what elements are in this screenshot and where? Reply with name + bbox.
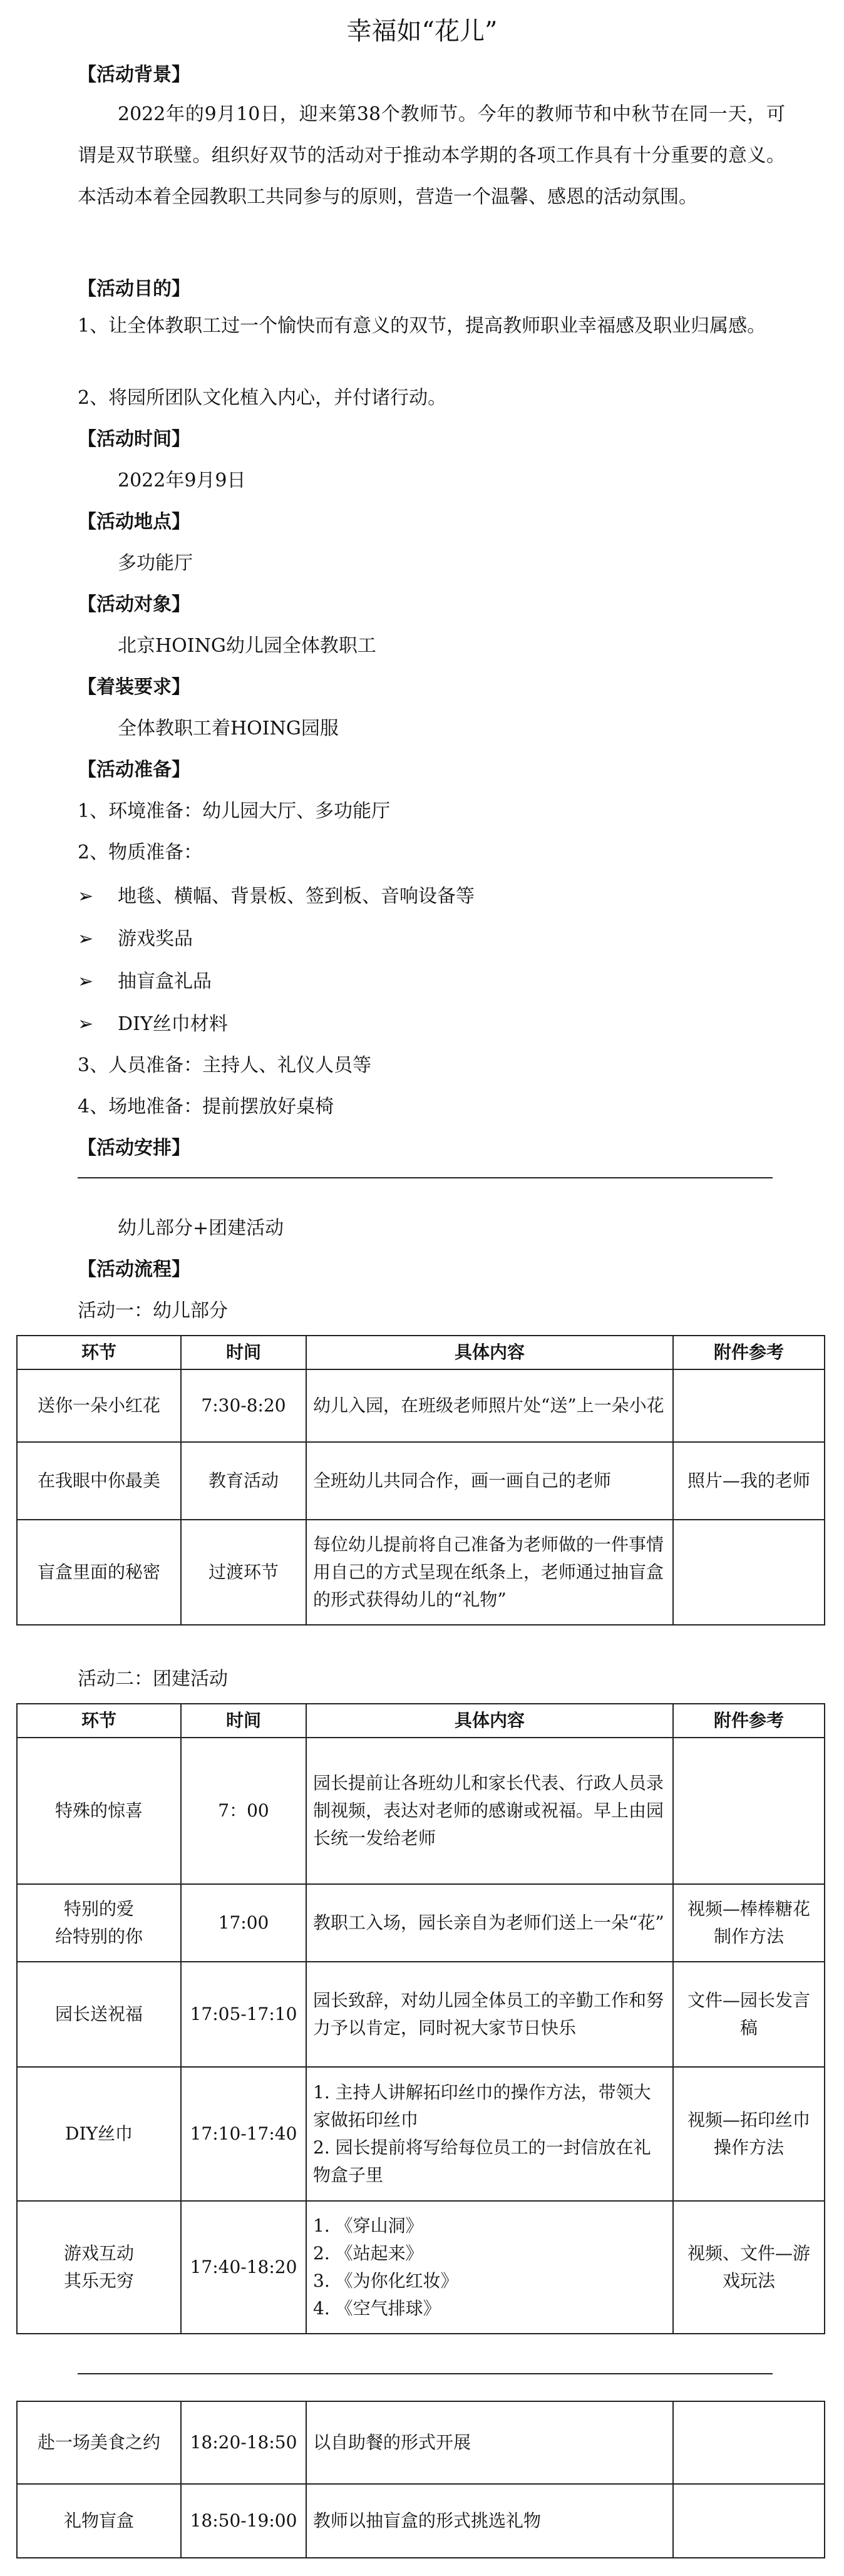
table-cell: 17:00 bbox=[181, 1884, 306, 1962]
table-row bbox=[17, 1738, 825, 1884]
header-cell: 时间 bbox=[181, 1336, 306, 1369]
table-cell: 送你一朵小红花 bbox=[17, 1369, 181, 1442]
table-cell: 照片—我的老师 bbox=[673, 1442, 825, 1520]
table-cell: 在我眼中你最美 bbox=[17, 1442, 181, 1520]
purpose-item-1: 1、让全体教职工过一个愉快而有意义的双节，提高教师职业幸福感及职业归属感。 bbox=[78, 315, 766, 337]
place-heading: 【活动地点】 bbox=[78, 511, 190, 533]
prep-bullet-item: ➢ 抽盲盒礼品 bbox=[78, 968, 212, 996]
activity2-label: 活动二：团建活动 bbox=[78, 1668, 228, 1690]
table-cell: 礼物盲盒 bbox=[17, 2484, 181, 2558]
activity1-label: 活动一：幼儿部分 bbox=[78, 1300, 228, 1322]
table-header-row bbox=[17, 1704, 825, 1738]
table-row bbox=[17, 1884, 825, 1962]
prep-people: 3、人员准备：主持人、礼仪人员等 bbox=[78, 1054, 372, 1076]
header-cell: 具体内容 bbox=[306, 1336, 673, 1369]
divider-line bbox=[78, 2373, 773, 2374]
table-cell: 7:30-8:20 bbox=[181, 1369, 306, 1442]
table-cell: 特殊的惊喜 bbox=[17, 1738, 181, 1884]
header-cell: 附件参考 bbox=[673, 1336, 825, 1369]
prep-environment: 1、环境准备：幼儿园大厅、多功能厅 bbox=[78, 800, 391, 822]
table-cell: 特别的爱 给特别的你 bbox=[17, 1884, 181, 1962]
prep-venue: 4、场地准备：提前摆放好桌椅 bbox=[78, 1096, 334, 1118]
prep-bullet-item: ➢ DIY丝巾材料 bbox=[78, 1011, 228, 1038]
dress-heading: 【着装要求】 bbox=[78, 676, 190, 698]
table-row bbox=[17, 2201, 825, 2334]
table-cell: 7：00 bbox=[181, 1738, 306, 1884]
table-cell: 园长提前让各班幼儿和家长代表、行政人员录制视频，表达对老师的感谢或祝福。早上由园长统一发给老师 bbox=[306, 1738, 673, 1884]
table-cell bbox=[673, 2484, 825, 2558]
table-cell: 17:40-18:20 bbox=[181, 2201, 306, 2334]
table-cell: DIY丝巾 bbox=[17, 2067, 181, 2201]
arrow-bullet-icon: ➢ bbox=[78, 928, 94, 950]
prep-heading: 【活动准备】 bbox=[78, 759, 190, 781]
table-cell bbox=[673, 2401, 825, 2484]
purpose-heading: 【活动目的】 bbox=[78, 278, 190, 300]
prep-bullet-item: ➢ 游戏奖品 bbox=[78, 925, 193, 953]
table-cell: 视频、文件—游戏玩法 bbox=[673, 2201, 825, 2334]
table-cell: 游戏互动 其乐无穷 bbox=[17, 2201, 181, 2334]
arrow-bullet-icon: ➢ bbox=[78, 971, 94, 992]
activity1-table bbox=[16, 1335, 825, 1625]
table-cell: 1. 《穿山洞》 2. 《站起来》 3. 《为你化红妆》 4. 《空气排球》 bbox=[306, 2201, 673, 2334]
header-cell: 环节 bbox=[17, 1704, 181, 1738]
arrow-bullet-icon: ➢ bbox=[78, 885, 94, 907]
activity3-table bbox=[16, 2401, 825, 2558]
background-heading: 【活动背景】 bbox=[78, 64, 190, 86]
document-title: 幸福如“花儿” bbox=[346, 17, 498, 46]
flow-heading: 【活动流程】 bbox=[78, 1259, 190, 1280]
table-row bbox=[17, 1442, 825, 1520]
arrow-bullet-icon: ➢ bbox=[78, 1013, 94, 1035]
table-cell: 赴一场美食之约 bbox=[17, 2401, 181, 2484]
table-row bbox=[17, 1962, 825, 2067]
header-cell: 环节 bbox=[17, 1336, 181, 1369]
target-heading: 【活动对象】 bbox=[78, 594, 190, 616]
purpose-item-2: 2、将园所团队文化植入内心，并付诸行动。 bbox=[78, 387, 447, 409]
table-cell: 17:05-17:10 bbox=[181, 1962, 306, 2067]
table-cell: 教职工入场，园长亲自为老师们送上一朵“花” bbox=[306, 1884, 673, 1962]
table-cell: 教师以抽盲盒的形式挑选礼物 bbox=[306, 2484, 673, 2558]
arrange-value: 幼儿部分+团建活动 bbox=[118, 1217, 284, 1239]
header-cell: 具体内容 bbox=[306, 1704, 673, 1738]
table-cell: 视频—棒棒糖花制作方法 bbox=[673, 1884, 825, 1962]
table-cell: 文件—园长发言稿 bbox=[673, 1962, 825, 2067]
table-cell: 18:50-19:00 bbox=[181, 2484, 306, 2558]
target-value: 北京HOING幼儿园全体教职工 bbox=[118, 635, 376, 657]
table-cell: 园长致辞，对幼儿园全体员工的辛勤工作和努力予以肯定，同时祝大家节日快乐 bbox=[306, 1962, 673, 2067]
time-value: 2022年9月9日 bbox=[118, 470, 246, 492]
table-cell: 过渡环节 bbox=[181, 1520, 306, 1625]
table-row bbox=[17, 1369, 825, 1442]
table-row bbox=[17, 2484, 825, 2558]
dress-value: 全体教职工着HOING园服 bbox=[118, 718, 339, 739]
table-cell: 以自助餐的形式开展 bbox=[306, 2401, 673, 2484]
activity2-table bbox=[16, 1703, 825, 2334]
table-cell: 盲盒里面的秘密 bbox=[17, 1520, 181, 1625]
place-value: 多功能厅 bbox=[118, 552, 193, 574]
background-paragraph: 2022年的9月10日，迎来第38个教师节。今年的教师节和中秋节在同一天，可谓是双节联璧。组织好双节的活动对于推动本学期的各项工作具有十分重要的意义。本活动本着全园教职工共同参与的原则，营造一个温馨、感恩的活动氛围。 bbox=[78, 103, 785, 208]
divider-line bbox=[78, 1177, 773, 1178]
table-cell: 视频—拓印丝巾操作方法 bbox=[673, 2067, 825, 2201]
header-cell: 时间 bbox=[181, 1704, 306, 1738]
table-cell bbox=[673, 1738, 825, 1884]
table-cell: 教育活动 bbox=[181, 1442, 306, 1520]
time-heading: 【活动时间】 bbox=[78, 428, 190, 450]
table-cell: 17:10-17:40 bbox=[181, 2067, 306, 2201]
table-row bbox=[17, 2401, 825, 2484]
table-cell: 每位幼儿提前将自己准备为老师做的一件事情用自己的方式呈现在纸条上，老师通过抽盲盒的形式获得幼儿的“礼物” bbox=[306, 1520, 673, 1625]
prep-material: 2、物质准备： bbox=[78, 842, 203, 863]
table-cell: 全班幼儿共同合作，画一画自己的老师 bbox=[306, 1442, 673, 1520]
table-row bbox=[17, 1520, 825, 1625]
header-cell: 附件参考 bbox=[673, 1704, 825, 1738]
table-cell: 1. 主持人讲解拓印丝巾的操作方法，带领大家做拓印丝巾 2. 园长提前将写给每位员工的一封信放在礼物盒子里 bbox=[306, 2067, 673, 2201]
table-cell: 18:20-18:50 bbox=[181, 2401, 306, 2484]
table-header-row bbox=[17, 1336, 825, 1369]
arrange-heading: 【活动安排】 bbox=[78, 1137, 190, 1159]
table-cell: 幼儿入园，在班级老师照片处“送”上一朵小花 bbox=[306, 1369, 673, 1442]
table-cell bbox=[673, 1369, 825, 1442]
table-cell bbox=[673, 1520, 825, 1625]
prep-bullet-item: ➢ 地毯、横幅、背景板、签到板、音响设备等 bbox=[78, 883, 475, 910]
table-row bbox=[17, 2067, 825, 2201]
table-cell: 园长送祝福 bbox=[17, 1962, 181, 2067]
